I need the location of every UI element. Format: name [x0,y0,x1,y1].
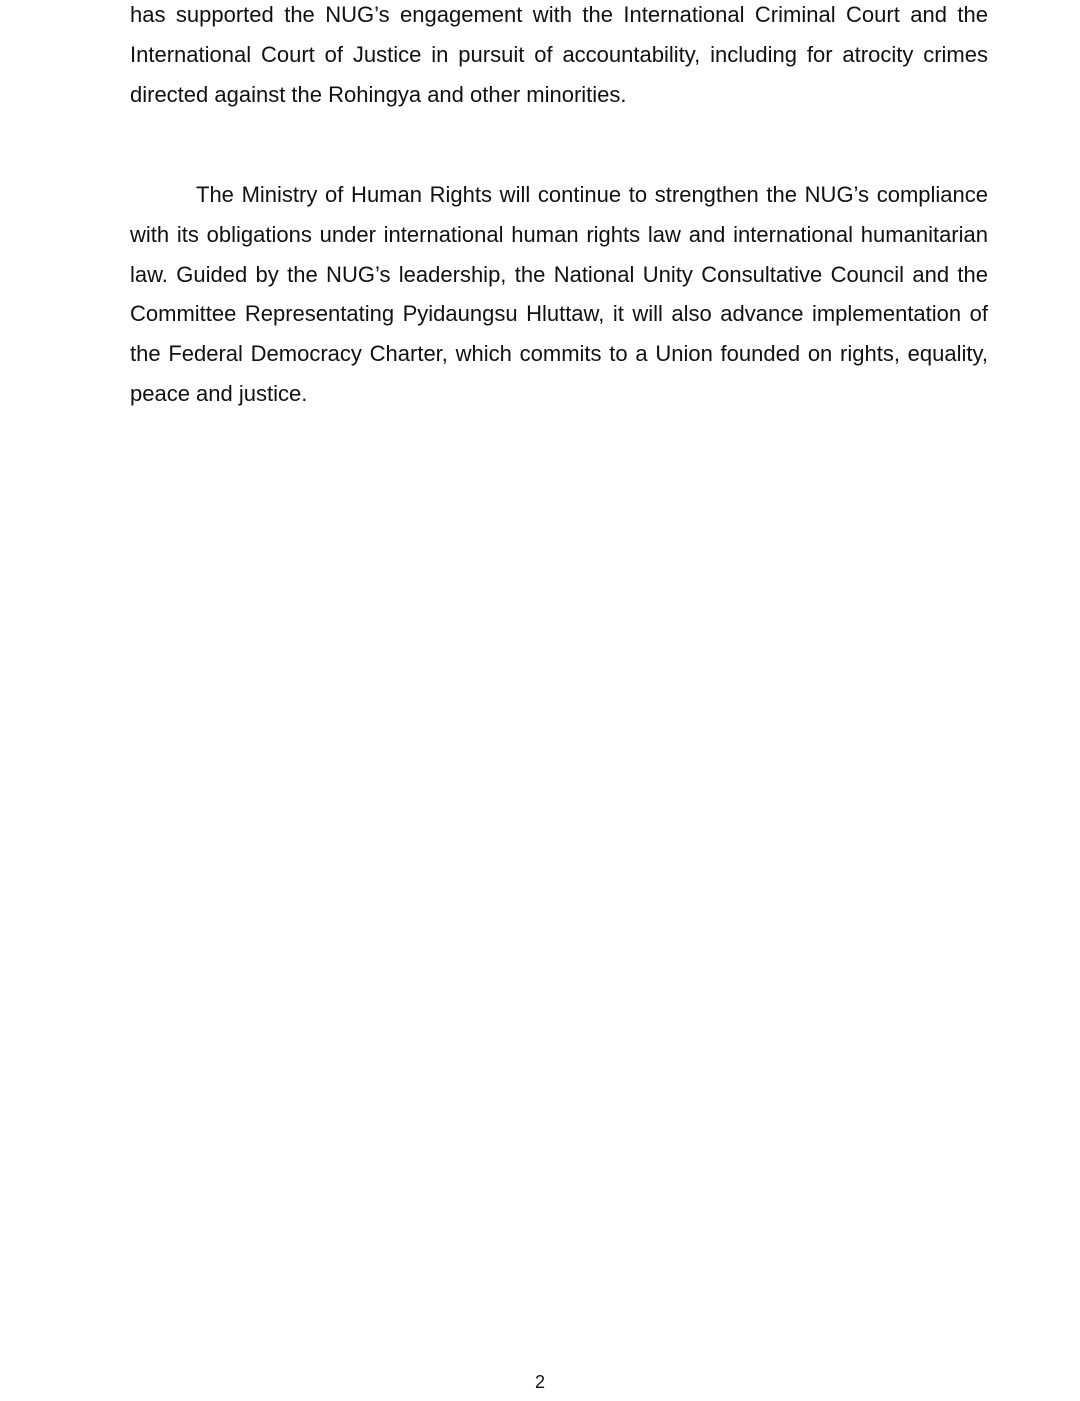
page-number: 2 [534,1372,545,1392]
paragraph-continuation: has supported the NUG’s engagement with the International Criminal Court and the International Court of Justice in pursuit of accountability, including for atrocity crimes directed against the Rohingya and other minorities. [130,2,988,107]
paragraph-ministry-of-human-rights: The Ministry of Human Rights will continue to strengthen the NUG’s compliance with its obligations under international human rights law and international humanitarian law. Guided by the NUG’s leadership, the National Unity Consultative Council and the Committee Representating Pyidaungsu Hluttaw, it will also advance implementation of the Federal Democracy Charter, which commits to a Union founded on rights, equality, peace and justice. [130,182,988,406]
